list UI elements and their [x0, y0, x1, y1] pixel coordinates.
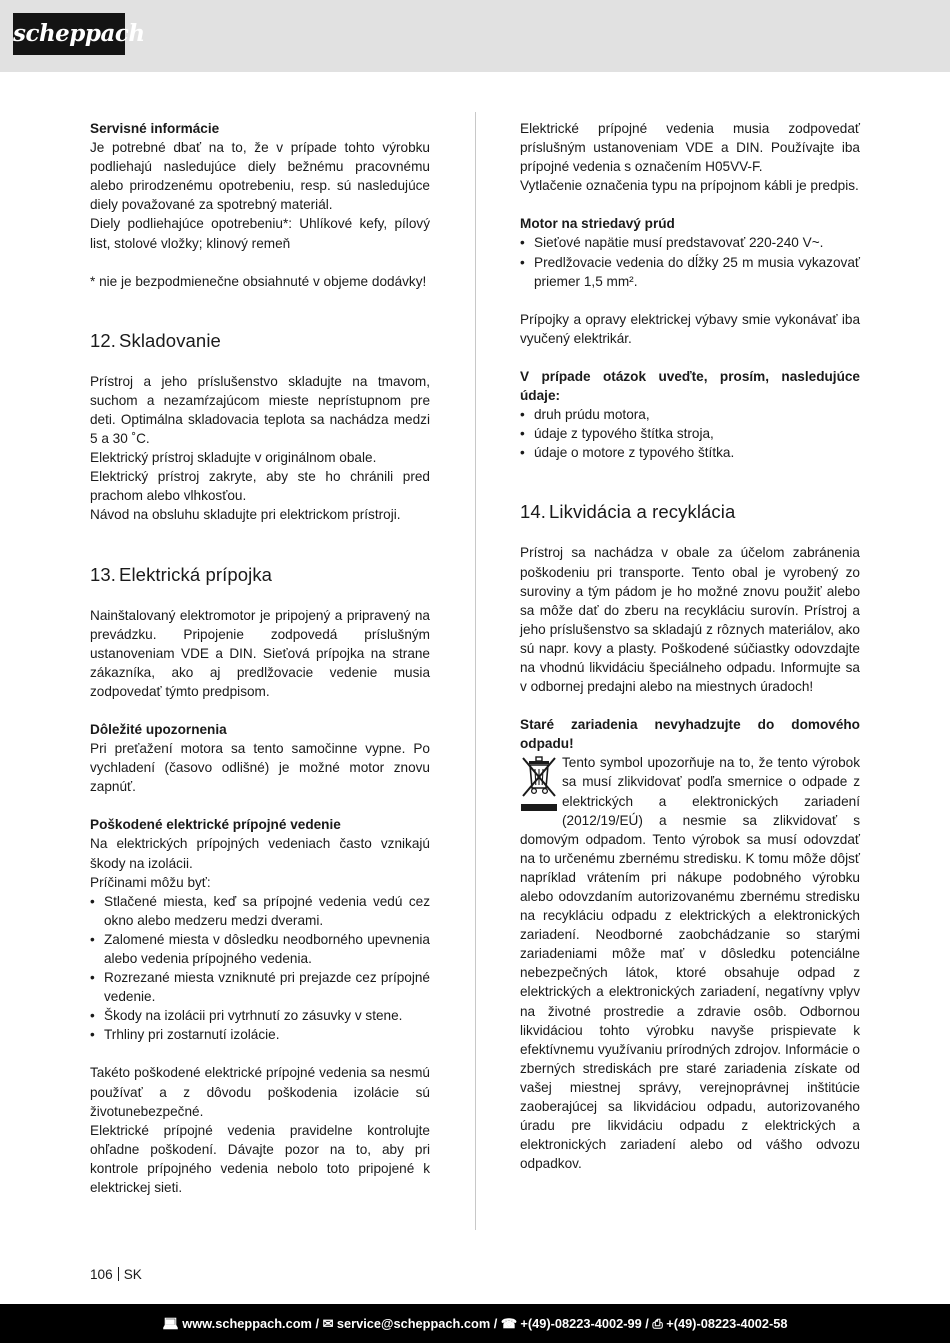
- questions-list: [520, 405, 860, 462]
- service-info-title: Servisné informácie: [90, 121, 220, 136]
- footer-phone: +(49)-08223-4002-99: [520, 1316, 642, 1331]
- footer-email-link[interactable]: service@scheppach.com: [336, 1316, 491, 1331]
- footer-separator: /: [641, 1316, 653, 1331]
- computer-icon: 💻︎: [162, 1316, 179, 1331]
- important-notes-title: Dôležité upozornenia: [90, 721, 227, 737]
- storage-paragraph-1: Prístroj a jeho príslušenstvo skladujte na tmavom, suchom a nezamŕzajúcom mieste neprístupnom pre deti. Optimálna skladovacia teplota sa nachádza medzi 5 a 30 ˚C.: [90, 373, 430, 447]
- electrical-connection-paragraph: Nainštalovaný elektromotor je pripojený a pripravený na prevádzku. Pripojenie zodpovedá príslušným ustanoveniam VDE a DIN. Sieťová prípojka na strane zákazníka, ako aj predlžovacie vedenie musia zodpovedať týmto predpisom.: [90, 607, 430, 699]
- damaged-cable-paragraph-3: Takéto poškodené elektrické prípojné vedenia sa nesmú používať a z dôvodu poškodenia izolácie sú životunebezpečné.: [90, 1065, 430, 1119]
- crossed-out-wheelie-bin-icon: [520, 755, 558, 815]
- section-12-number: 12.: [90, 329, 117, 351]
- section-13-heading: [90, 563, 430, 587]
- damage-causes-list: [90, 892, 430, 1045]
- fax-icon: ⎙: [652, 1316, 663, 1331]
- list-item: • údaje z typového štítka stroja,: [520, 424, 860, 443]
- damaged-cable-paragraph-1: Na elektrických prípojných vedeniach často vznikajú škody na izolácii.: [90, 836, 430, 871]
- right-column: [520, 119, 860, 1173]
- damaged-cable-paragraph-4: Elektrické prípojné vedenia pravidelne kontrolujte ohľadne poškodení. Dávajte pozor na to, aby pri kontrole prípojného vedenia nebolo toto pripojené k elektrickej sieti.: [90, 1122, 430, 1196]
- footer-bar: [0, 1304, 950, 1343]
- section-14-heading: [520, 500, 860, 524]
- list-item: • údaje o motore z typového štítka.: [520, 443, 860, 462]
- section-12-heading: [90, 329, 430, 353]
- section-13-number: 13.: [90, 563, 117, 585]
- list-item: • druh prúdu motora,: [520, 405, 860, 424]
- list-item: • Rozrezané miesta vzniknuté pri prejazde cez prípojné vedenie.: [90, 968, 430, 1006]
- footer-website-link[interactable]: www.scheppach.com: [182, 1316, 312, 1331]
- disposal-paragraph: Prístroj sa nachádza v obale za účelom zabránenia poškodeniu pri transporte. Tento obal je vyrobený zo suroviny a tým pádom je ho možné znovu použiť alebo sa môže dať do zberu na recykláciu surovín. Prístroj a jeho príslušenstvo sa skladajú z rôznych materiálov, ako sú napr. kovy a plasty. Poškodené súčiastky odovzdajte na vhodnú likvidáciu špeciálneho odpadu. Informujte sa v odbornej predajni alebo na miestnych úradoch!: [520, 545, 860, 695]
- page-language: SK: [123, 1267, 142, 1282]
- damaged-cable-title: Poškodené elektrické prípojné vedenie: [90, 817, 341, 833]
- storage-paragraph-2: Elektrický prístroj skladujte v originálnom obale.: [90, 450, 377, 466]
- column-divider: [475, 112, 476, 1230]
- page-number-separator: [118, 1267, 119, 1281]
- cable-paragraph-2: Vytlačenie označenia typu na prípojnom kábli je predpis.: [520, 178, 859, 194]
- electrician-paragraph: Prípojky a opravy elektrickej výbavy smie vykonávať iba vyučený elektrikár.: [520, 311, 860, 346]
- page-number-value: 106: [90, 1267, 113, 1282]
- footer-fax: +(49)-08223-4002-58: [666, 1316, 788, 1331]
- left-column: [90, 119, 430, 1197]
- section-12-title: Skladovanie: [119, 329, 221, 351]
- ac-motor-title: Motor na striedavý prúd: [520, 216, 675, 232]
- storage-paragraph-4: Návod na obsluhu skladujte pri elektrickom prístroji.: [90, 507, 401, 523]
- footer-separator: /: [490, 1316, 501, 1331]
- questions-title: V prípade otázok uveďte, prosím, nasledujúce údaje:: [520, 368, 860, 404]
- page-number: [90, 1265, 142, 1284]
- delivery-note: * nie je bezpodmienečne obsiahnuté v objeme dodávky!: [90, 273, 427, 289]
- section-13-title: Elektrická prípojka: [119, 563, 273, 585]
- cable-paragraph-1: Elektrické prípojné vedenia musia zodpovedať príslušným ustanoveniam VDE a DIN. Používajte iba prípojné vedenia s označením H05VV-F.: [520, 121, 860, 175]
- section-14-title: Likvidácia a recyklácia: [549, 501, 736, 523]
- wear-parts-paragraph: Diely podliehajúce opotrebeniu*: Uhlíkové kefy, pílový list, stolové vložky; klinový remeň: [90, 216, 430, 251]
- list-item: • Predlžovacie vedenia do dĺžky 25 m musia vykazovať priemer 1,5 mm².: [520, 253, 860, 291]
- weee-title: Staré zariadenia nevyhadzujte do domového odpadu!: [520, 717, 860, 752]
- list-item: • Škody na izolácii pri vytrhnutí zo zásuvky v stene.: [90, 1006, 430, 1025]
- damaged-cable-paragraph-2: Príčinami môžu byť:: [90, 874, 211, 890]
- phone-icon: ☎: [500, 1316, 517, 1331]
- weee-paragraph: Tento symbol upozorňuje na to, že tento výrobok sa musí zlikvidovať podľa smernice o odpade z elektrických a elektronických zariadení (2012/19/EÚ) a nesmie sa zlikvidovať s domovým odpadom. Tento výrobok sa musí odovzdať na to určenému zbernému stredisku. K tomu môže dôjsť napríklad vrátením pri nákupe podobného výrobku alebo odovzdaním autorizovanému zbernému stredisku na recykláciu odpadu z elektrických a elektronických zariadení. Neodborné zaobchádzanie so starými zariadeniami môže mať v dôsledku potenciálne nebezpečných látok, ktoré obsahuje odpad z elektrických a elektronických zariadení, negatívny vplyv na životné prostredie a zdravie osôb. Odbornou likvidáciou tohto výrobku navyše prispievate k efektívnemu využívaniu prírodných zdrojov. Informácie o zberných strediskách pre staré zariadenia získate od vašej miestnej správy, verejnoprávnej inštitúcie zaoberajúcej sa likvidáciou odpadu, autorizovaného úradu pre likvidáciu odpadu z elektrických a elektronických zariadení alebo od vášho odvozu odpadkov.: [520, 755, 860, 1172]
- service-info-paragraph: Je potrebné dbať na to, že v prípade tohto výrobku podliehajú nasledujúce diely bežnému pracovnému alebo prirodzenému opotrebeniu, resp. sú nasledujúce diely považované za spotrebný materiál.: [90, 140, 430, 213]
- important-notes-paragraph: Pri preťažení motora sa tento samočinne vypne. Po vychladení (časovo odlišné) je možné motor znovu zapnúť.: [90, 741, 430, 795]
- list-item: • Stlačené miesta, keď sa prípojné vedenia vedú cez okno alebo medzeru medzi dverami.: [90, 892, 430, 930]
- footer-separator: /: [311, 1316, 323, 1331]
- section-14-number: 14.: [520, 501, 547, 523]
- list-item: • Trhliny pri zostarnutí izolácie.: [90, 1025, 430, 1044]
- list-item: • Sieťové napätie musí predstavovať 220-240 V~.: [520, 233, 860, 252]
- email-icon: ✉: [322, 1316, 334, 1331]
- list-item: • Zalomené miesta v dôsledku neodborného upevnenia alebo vedenia prípojného vedenia.: [90, 930, 430, 968]
- header-band: [0, 0, 950, 72]
- ac-motor-list: [520, 233, 860, 290]
- storage-paragraph-3: Elektrický prístroj zakryte, aby ste ho chránili pred prachom alebo vlhkosťou.: [90, 469, 430, 504]
- scheppach-logo: scheppach: [13, 13, 125, 55]
